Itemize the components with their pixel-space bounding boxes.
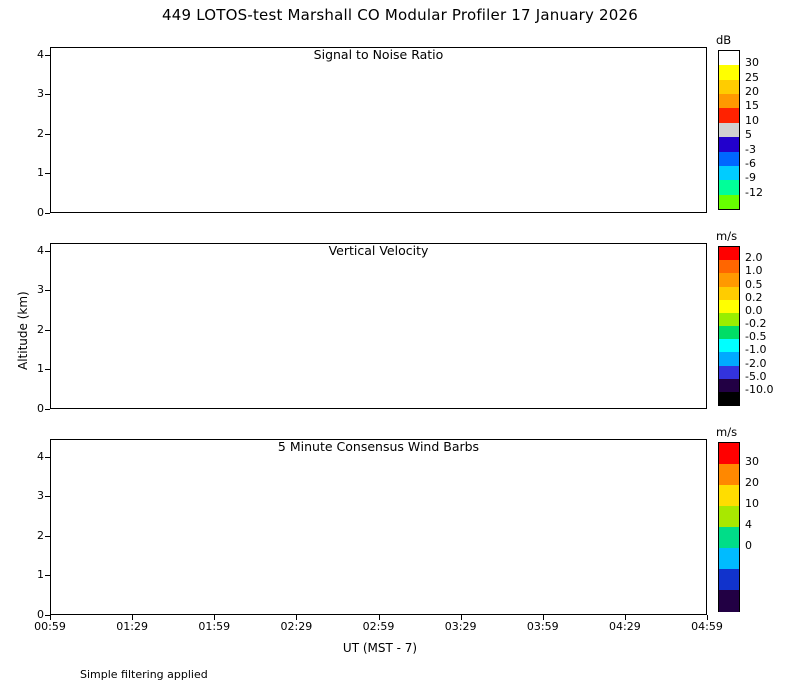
snr-colorbar-unit: dB — [716, 33, 732, 47]
y-tick-vv-2: 2 — [37, 322, 44, 336]
vertical-velocity-colorbar-swatch-0 — [719, 247, 739, 261]
vertical-velocity-colorbar-swatch-5 — [719, 313, 739, 327]
vertical-velocity-colorbar-swatch-8 — [719, 352, 739, 366]
snr-colorbar-label-8: -9 — [745, 171, 756, 185]
y-tick-mark-vv-4 — [45, 251, 50, 252]
y-tick-mark-wb-3 — [45, 496, 50, 497]
y-tick-mark-vv-1 — [45, 369, 50, 370]
snr-colorbar-label-4: 10 — [745, 113, 759, 127]
snr-colorbar-swatch-7 — [719, 152, 739, 167]
wind-barbs-colorbar-label-1: 20 — [745, 476, 759, 489]
snr-colorbar-label-9: -12 — [745, 185, 763, 199]
x-tick-mark-0059 — [50, 615, 51, 620]
y-tick-mark-snr-3 — [45, 94, 50, 95]
y-axis-label: Altitude (km) — [16, 291, 30, 370]
vertical-velocity-colorbar-swatch-11 — [719, 392, 739, 406]
vertical-velocity-colorbar-swatch-9 — [719, 366, 739, 380]
vertical-velocity-colorbar-swatch-10 — [719, 379, 739, 393]
wind-barbs-colorbar-swatch-2 — [719, 485, 739, 507]
x-tick-mark-0429 — [625, 615, 626, 620]
y-tick-wb-3: 3 — [37, 489, 44, 503]
wind-barbs-colorbar-swatch-3 — [719, 506, 739, 528]
vertical-velocity-colorbar-swatch-6 — [719, 326, 739, 340]
x-tick-0229: 02:29 — [280, 620, 313, 633]
snr-colorbar-label-7: -6 — [745, 156, 756, 170]
snr-colorbar-label-5: 5 — [745, 128, 752, 142]
y-tick-wb-0: 0 — [37, 608, 44, 621]
snr-title: Signal to Noise Ratio — [313, 47, 444, 62]
x-axis-label: UT (MST - 7) — [342, 641, 418, 655]
y-tick-vv-3: 3 — [37, 283, 44, 297]
vertical-velocity-colorbar-label-1: 1.0 — [745, 264, 763, 278]
vertical-velocity-colorbar-swatch-1 — [719, 260, 739, 274]
y-tick-mark-vv-2 — [45, 330, 50, 331]
x-tick-0059: 00:59 — [34, 620, 66, 633]
x-tick-mark-0329 — [461, 615, 462, 620]
y-tick-snr-0: 0 — [37, 206, 44, 219]
y-tick-mark-wb-1 — [45, 575, 50, 576]
wind-barbs-colorbar-swatch-6 — [719, 569, 739, 591]
wind-barbs-plot-area — [50, 439, 707, 615]
snr-colorbar-swatch-6 — [719, 137, 739, 152]
y-tick-mark-wb-4 — [45, 457, 50, 458]
x-tick-0359: 03:59 — [526, 620, 559, 633]
wind-barbs-colorbar-swatch-7 — [719, 590, 739, 612]
y-tick-wb-1: 1 — [37, 568, 44, 582]
vertical-velocity-colorbar-label-0: 2.0 — [745, 251, 763, 265]
vertical-velocity-plot-area — [50, 243, 707, 409]
wind-barbs-title: 5 Minute Consensus Wind Barbs — [277, 439, 480, 454]
wind-barbs-colorbar-swatch-4 — [719, 527, 739, 549]
wind-barbs-colorbar-unit: m/s — [716, 425, 738, 439]
vertical-velocity-colorbar-swatch-7 — [719, 339, 739, 353]
y-tick-mark-wb-2 — [45, 536, 50, 537]
x-tick-0429: 04:29 — [609, 620, 641, 633]
y-tick-mark-snr-1 — [45, 173, 50, 174]
snr-colorbar-label-2: 20 — [745, 85, 759, 99]
snr-colorbar-swatch-2 — [719, 80, 739, 95]
y-tick-wb-2: 2 — [37, 528, 44, 542]
y-tick-mark-snr-2 — [45, 134, 50, 135]
x-tick-0159: 01:59 — [198, 620, 231, 633]
vertical-velocity-colorbar-label-8: -2.0 — [745, 356, 767, 370]
y-tick-snr-3: 3 — [37, 87, 44, 101]
vertical-velocity-colorbar — [718, 246, 740, 406]
snr-colorbar — [718, 50, 740, 210]
vertical-velocity-colorbar-label-10: -10.0 — [745, 382, 774, 396]
snr-colorbar-swatch-8 — [719, 166, 739, 181]
y-tick-snr-2: 2 — [37, 126, 44, 140]
footnote: Simple filtering applied — [80, 668, 208, 681]
x-tick-mark-0129 — [132, 615, 133, 620]
y-tick-mark-snr-0 — [45, 213, 50, 214]
y-tick-vv-1: 1 — [37, 362, 44, 376]
wind-barbs-colorbar-swatch-0 — [719, 443, 739, 465]
vertical-velocity-colorbar-unit: m/s — [716, 229, 738, 243]
snr-colorbar-swatch-0 — [719, 51, 739, 66]
y-tick-snr-4: 4 — [37, 47, 44, 61]
vertical-velocity-colorbar-label-4: 0.0 — [745, 303, 763, 317]
vertical-velocity-colorbar-swatch-2 — [719, 273, 739, 287]
x-tick-0129: 01:29 — [116, 620, 148, 633]
x-tick-0259: 02:59 — [362, 620, 395, 633]
snr-colorbar-swatch-1 — [719, 65, 739, 80]
snr-colorbar-label-6: -3 — [745, 142, 756, 156]
vertical-velocity-colorbar-label-7: -1.0 — [745, 343, 767, 357]
wind-barbs-colorbar-label-2: 10 — [745, 497, 759, 510]
x-tick-mark-0459 — [707, 615, 708, 620]
snr-colorbar-swatch-5 — [719, 123, 739, 138]
wind-barbs-colorbar-label-3: 4 — [745, 518, 752, 531]
x-tick-mark-0259 — [379, 615, 380, 620]
wind-barbs-colorbar-swatch-1 — [719, 464, 739, 486]
vertical-velocity-colorbar-swatch-4 — [719, 300, 739, 314]
y-tick-snr-1: 1 — [37, 166, 44, 180]
x-tick-mark-0359 — [543, 615, 544, 620]
vertical-velocity-colorbar-label-5: -0.2 — [745, 317, 767, 330]
snr-colorbar-label-1: 25 — [745, 70, 759, 84]
wind-barbs-colorbar-swatch-5 — [719, 548, 739, 570]
wind-barbs-colorbar-label-4: 0 — [745, 539, 752, 552]
snr-colorbar-swatch-9 — [719, 180, 739, 195]
vertical-velocity-colorbar-label-9: -5.0 — [745, 369, 767, 383]
snr-colorbar-label-3: 15 — [745, 99, 759, 113]
x-tick-mark-0229 — [296, 615, 297, 620]
snr-colorbar-label-0: 30 — [745, 56, 759, 70]
y-tick-mark-vv-3 — [45, 290, 50, 291]
x-tick-0459: 04:59 — [691, 620, 723, 633]
snr-colorbar-swatch-3 — [719, 94, 739, 109]
wind-barbs-colorbar — [718, 442, 740, 612]
y-tick-vv-4: 4 — [37, 243, 44, 257]
snr-colorbar-swatch-4 — [719, 108, 739, 123]
snr-colorbar-swatch-10 — [719, 195, 739, 210]
vertical-velocity-colorbar-label-2: 0.5 — [745, 277, 763, 291]
wind-barbs-colorbar-label-0: 30 — [745, 455, 759, 468]
y-tick-mark-vv-0 — [45, 409, 50, 410]
x-tick-0329: 03:29 — [444, 620, 477, 633]
page-title: 449 LOTOS-test Marshall CO Modular Profiler 17 January 2026 — [162, 6, 638, 24]
y-tick-wb-4: 4 — [37, 449, 44, 463]
y-tick-mark-snr-4 — [45, 55, 50, 56]
x-tick-mark-0159 — [214, 615, 215, 620]
vertical-velocity-colorbar-swatch-3 — [719, 287, 739, 301]
vertical-velocity-colorbar-label-3: 0.2 — [745, 290, 763, 304]
vertical-velocity-colorbar-label-6: -0.5 — [745, 330, 767, 344]
y-tick-vv-0: 0 — [37, 402, 44, 415]
vertical-velocity-title: Vertical Velocity — [328, 243, 429, 258]
